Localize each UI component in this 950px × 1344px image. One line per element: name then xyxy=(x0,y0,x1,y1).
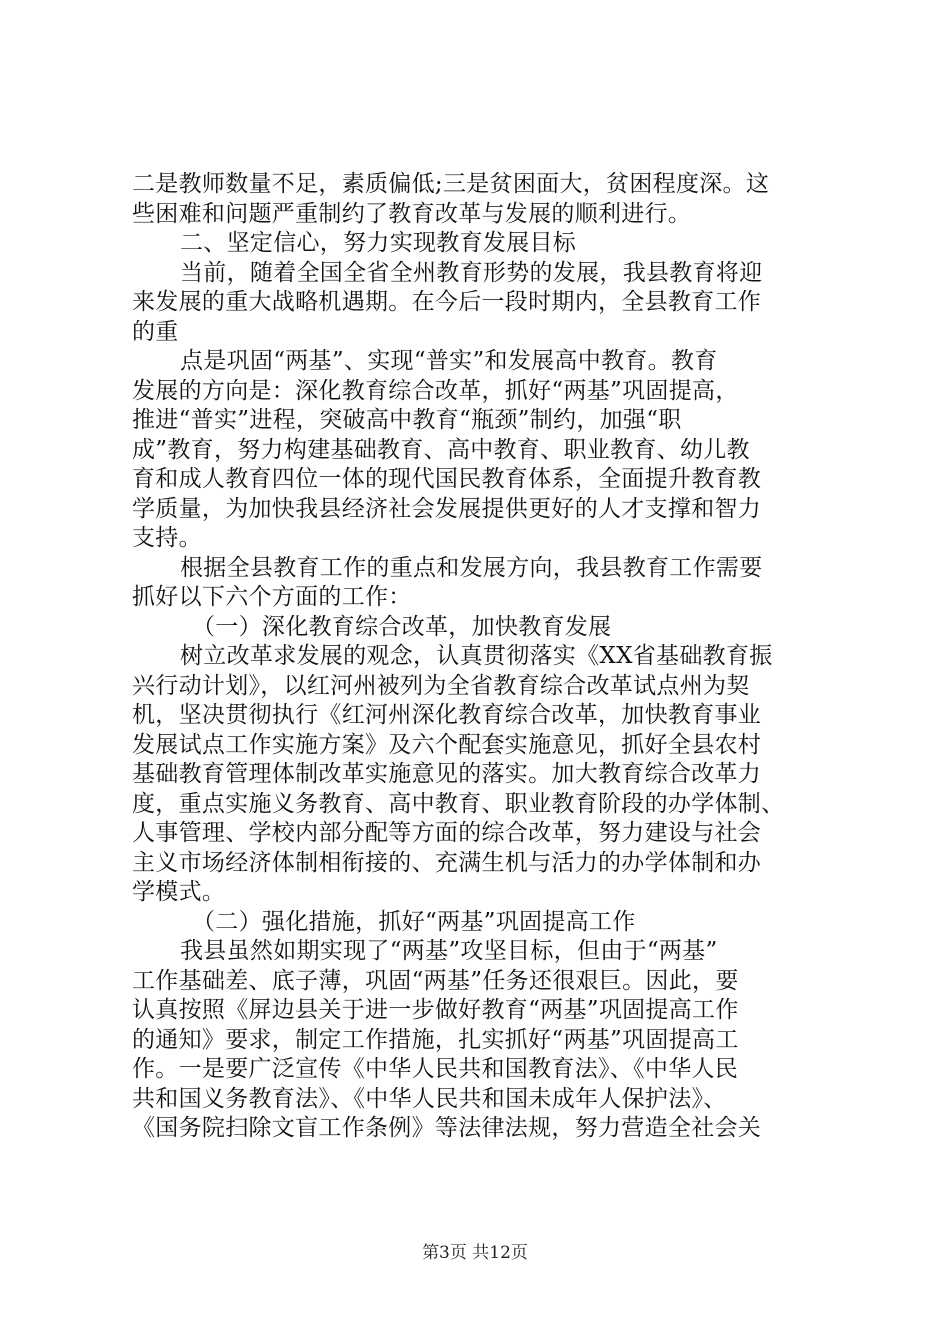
section-heading: 二、坚定信心，努力实现教育发展目标 xyxy=(180,230,577,256)
text-line: 人事管理、学校内部分配等方面的综合改革，努力建设与社会 xyxy=(132,820,762,846)
text-line: 树立改革求发展的观念，认真贯彻落实《XX省基础教育振 xyxy=(180,643,773,669)
text-line: 的重 xyxy=(132,318,179,345)
text-line: 当前，随着全国全省全州教育形势的发展，我县教育将迎 xyxy=(180,259,763,286)
subsection-heading: （二）强化措施，抓好“两基”巩固提高工作 xyxy=(192,908,636,935)
text-line: 抓好以下六个方面的工作： xyxy=(132,584,412,610)
text-line: 推进“普实”进程，突破高中教育“瓶颈”制约，加强“职 xyxy=(132,407,682,433)
text-line: 工作基础差、底子薄，巩固“两基”任务还很艰巨。因此，要 xyxy=(132,967,739,994)
text-line: 《国务院扫除文盲工作条例》等法律法规，努力营造全社会关 xyxy=(132,1115,762,1141)
text-line: 二是教师数量不足，素质偏低;三是贫困面大，贫困程度深。这 xyxy=(132,171,770,197)
page-footer: 第3页 共12页 xyxy=(422,1243,528,1263)
text-line: 发展试点工作实施方案》及六个配套实施意见，抓好全县农村 xyxy=(132,731,762,758)
text-line: 我县虽然如期实现了“两基”攻坚目标，但由于“两基” xyxy=(180,938,718,964)
text-line: 根据全县教育工作的重点和发展方向，我县教育工作需要 xyxy=(180,554,763,581)
subsection-heading: （一）深化教育综合改革，加快教育发展 xyxy=(192,613,612,640)
text-line: 机，坚决贯彻执行《红河州深化教育综合改革，加快教育事业 xyxy=(132,702,762,728)
text-line: 作。一是要广泛宣传《中华人民共和国教育法》、《中华人民 xyxy=(132,1056,739,1082)
text-line: 度，重点实施义务教育、高中教育、职业教育阶段的办学体制、 xyxy=(132,790,785,817)
text-line: 的通知》要求，制定工作措施，扎实抓好“两基”巩固提高工 xyxy=(132,1026,739,1053)
document-body xyxy=(132,170,822,1144)
text-line: 成”教育，努力构建基础教育、高中教育、职业教育、幼儿教 xyxy=(132,436,750,463)
text-line: 主义市场经济体制相衔接的、充满生机与活力的办学体制和办 xyxy=(132,849,762,876)
text-line: 基础教育管理体制改革实施意见的落实。加大教育综合改革力 xyxy=(132,761,762,787)
text-line: 育和成人教育四位一体的现代国民教育体系，全面提升教育教 xyxy=(132,466,762,492)
text-line: 来发展的重大战略机遇期。在今后一段时期内，全县教育工作 xyxy=(132,289,762,315)
text-line: 学质量，为加快我县经济社会发展提供更好的人才支撑和智力 xyxy=(132,495,762,522)
text-line: 认真按照《屏边县关于进一步做好教育“两基”巩固提高工作 xyxy=(132,997,739,1023)
text-line: 兴行动计划》，以红河州被列为全省教育综合改革试点州为契 xyxy=(132,672,750,699)
text-line: 共和国义务教育法》、《中华人民共和国未成年人保护法》、 xyxy=(132,1085,727,1112)
text-line: 些困难和问题严重制约了教育改革与发展的顺利进行。 xyxy=(132,200,692,227)
text-line: 发展的方向是：深化教育综合改革，抓好“两基”巩固提高， xyxy=(132,377,739,404)
text-line: 支持。 xyxy=(132,525,202,551)
text-line: 学模式。 xyxy=(132,879,226,905)
text-line: 点是巩固“两基”、实现“普实”和发展高中教育。教育 xyxy=(180,348,718,374)
